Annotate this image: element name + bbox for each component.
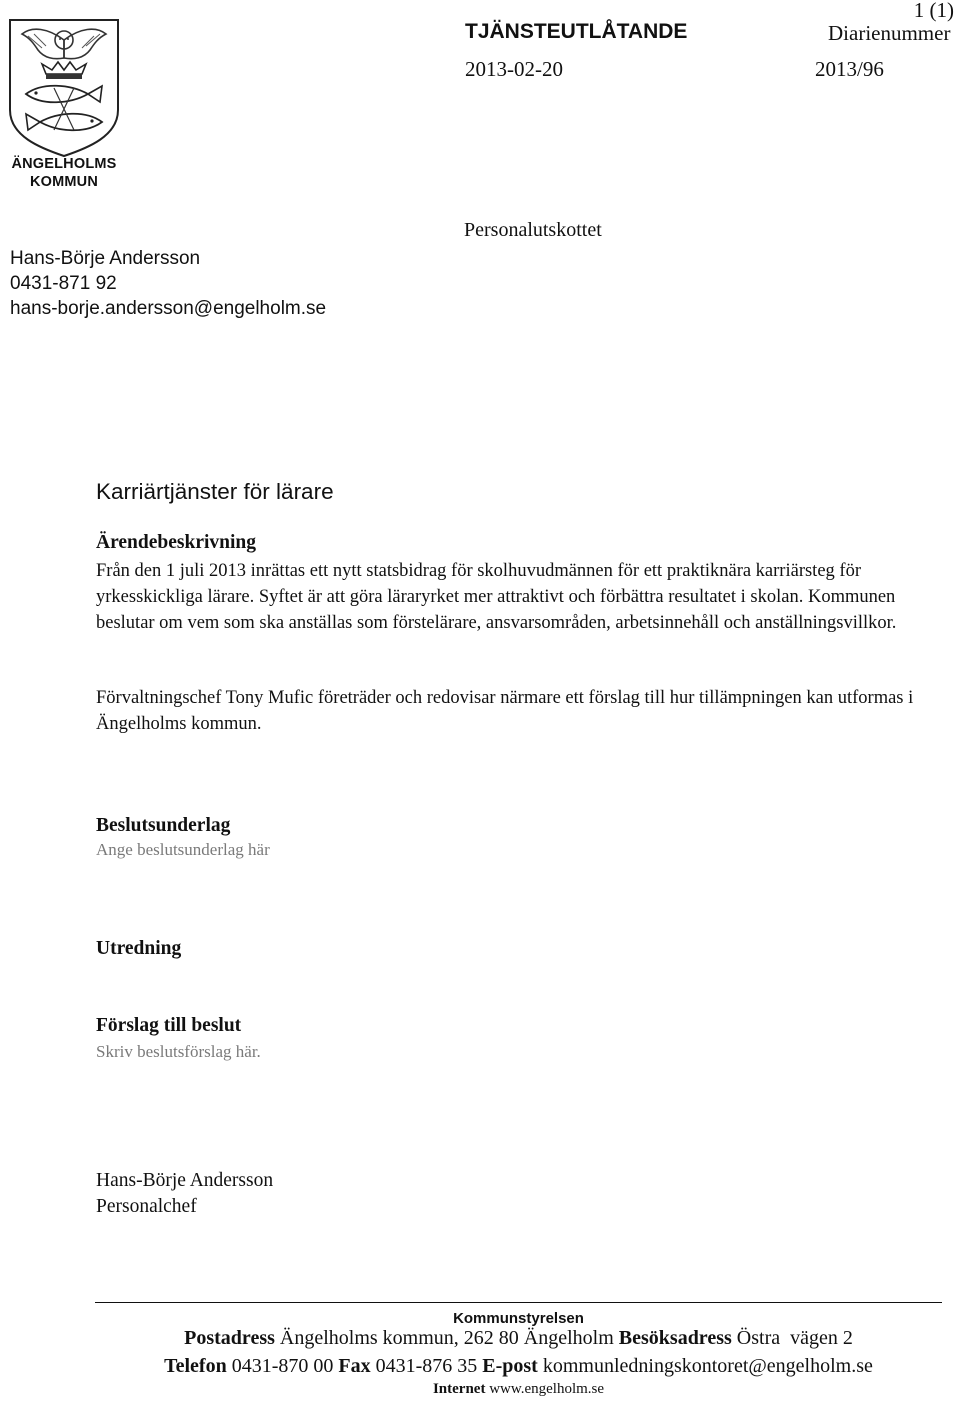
- document-type: TJÄNSTEUTLÅTANDE: [465, 20, 688, 43]
- contact-name: Hans-Börje Andersson: [10, 248, 201, 269]
- phone-label: Telefon: [164, 1355, 227, 1377]
- investigation-heading: Utredning: [96, 938, 182, 959]
- coat-of-arms-icon: [8, 18, 120, 158]
- basis-heading: Beslutsunderlag: [96, 815, 231, 836]
- internet-label: Internet: [432, 1381, 486, 1397]
- document-title: Karriärtjänster för lärare: [96, 479, 334, 504]
- footer-divider: [95, 1302, 942, 1303]
- proposal-placeholder: Skriv beslutsförslag här.: [96, 1042, 261, 1061]
- footer-org: Kommunstyrelsen: [453, 1310, 584, 1327]
- signature-role: Personalchef: [96, 1196, 197, 1217]
- contact-email: hans-borje.andersson@engelholm.se: [10, 298, 327, 319]
- visit-label: Besöksadress: [618, 1327, 732, 1349]
- visit-value: Östra vägen 2: [736, 1327, 853, 1349]
- footer-address-line: [95, 1327, 942, 1350]
- postal-label: Postadress: [184, 1327, 275, 1349]
- logo-text-line2: KOMMUN: [29, 174, 99, 190]
- email-label: E-post: [482, 1355, 538, 1377]
- diarie-number: 2013/96: [815, 57, 884, 81]
- footer-contact-line: [95, 1355, 942, 1378]
- contact-phone: 0431-871 92: [10, 273, 117, 294]
- basis-placeholder: Ange beslutsunderlag här: [96, 840, 270, 859]
- diarie-label: Diarienummer: [828, 21, 951, 45]
- logo-text-line1: ÄNGELHOLMS: [11, 156, 117, 172]
- postal-value: Ängelholms kommun, 262 80 Ängelholm: [279, 1327, 614, 1349]
- description-paragraph-2: Förvaltningschef Tony Mufic företräder och redovisar närmare ett förslag till hur tillämpningen kan utformas i Ängelholms kommun.: [96, 688, 914, 734]
- email-value[interactable]: kommunledningskontoret@engelholm.se: [542, 1355, 873, 1377]
- footer-internet-line: [95, 1381, 942, 1398]
- proposal-heading: Förslag till beslut: [96, 1015, 242, 1036]
- fax-label: Fax: [338, 1355, 371, 1377]
- phone-value: 0431-870 00: [231, 1355, 334, 1377]
- description-paragraph-1: Från den 1 juli 2013 inrättas ett nytt statsbidrag för skolhuvudmännen för ett praktiknära karriärsteg för yrkesskickliga lärare. Syftet är att göra läraryrket mer attraktivt och förbättra resultatet i skolan. Kommunen beslutar om vem som ska anställas som förstelärare, ansvarsområden, arbetsinnehåll och anställningsvillkor.: [96, 561, 897, 633]
- description-heading: Ärendebeskrivning: [96, 532, 256, 553]
- internet-link[interactable]: www.engelholm.se: [489, 1381, 605, 1397]
- signature-name: Hans-Börje Andersson: [96, 1170, 274, 1191]
- municipality-logo: [8, 18, 120, 193]
- recipient: Personalutskottet: [464, 219, 602, 241]
- document-date: 2013-02-20: [465, 57, 563, 81]
- page-number: 1 (1): [913, 0, 954, 22]
- fax-value: 0431-876 35: [375, 1355, 478, 1377]
